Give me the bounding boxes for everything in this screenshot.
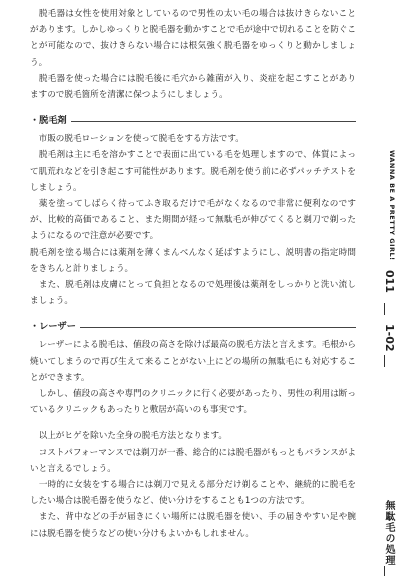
cream-paragraph-1: 市販の脱毛ローションを使って脱毛をする方法です。	[30, 134, 244, 145]
cream-paragraph-4: 脱毛剤を塗る場合には薬剤を薄くまんべんなく延ばすようにし、説明書の指定時間をきちんと計りましょう。	[30, 247, 356, 274]
heading-rule	[30, 121, 356, 122]
sidebar-divider	[384, 355, 385, 367]
sidebar-divider	[384, 303, 385, 315]
section-heading-cream	[30, 113, 356, 129]
summary-paragraph-2: コストパフォーマンスでは剃刀が一番、総合的には脱毛器がもっともバランスがよいと言えるでしょう。	[30, 447, 356, 474]
cream-paragraph-5: また、脱毛剤は皮膚にとって負担となるので処理後は薬剤をしっかりと洗い流しましょう。	[30, 280, 356, 307]
heading-title: ・脱毛剤	[30, 113, 71, 129]
page-sidebar	[374, 0, 396, 577]
laser-paragraph-1: レーザーによる脱毛は、値段の高さを除けば最高の脱毛方法と言えます。毛根から焼いてしまうので再び生えて来ることがない上にどの場所の無駄毛にも対応することができます。	[30, 340, 356, 383]
summary-paragraph-4: また、背中などの手が届きにくい場所には脱毛器を使い、手の届きやすい足や腕には脱毛器を使うなどの使い分けもよいかもしれません。	[30, 512, 356, 539]
intro-paragraph-2: 脱毛器を使った場合には脱毛後に毛穴から雑菌が入り、炎症を起こすことがありますので脱毛箇所を清潔に保つようにしましょう。	[30, 73, 356, 101]
summary-paragraph-3: 一時的に女装をする場合には剃刀で見える部分だけ剃ることや、継続的に脱毛をしたい場合は脱毛器を使うなど、使い分けをすることも1つの方法です。	[30, 480, 356, 507]
book-title: WANNA BE A PRETTY GIRL!	[388, 150, 396, 261]
section-heading-laser	[30, 319, 356, 335]
cream-paragraph-2: 脱毛剤は主に毛を溶かすことで表面に出ている毛を処理しますので、体質によって肌荒れなどを引き起こす可能性があります。脱毛剤を使う前に必ずパッチテストをしましょう。	[30, 150, 356, 193]
chapter-title: 無駄毛の処理	[383, 500, 394, 566]
laser-paragraph-2: しかし、値段の高さや専門のクリニックに行く必要があったり、男性の利用は断っているクリニックもあったりと敷居が高いのも事実です。	[30, 389, 356, 416]
page-number: 011	[383, 270, 396, 293]
intro-paragraph-1: 脱毛器は女性を使用対象としているので男性の太い毛の場合は抜けきらないことがあります。しかしゆっくりと脱毛器を動かすことで毛が途中で切れることを防ぐことが可能なので、抜けきらない場合には根気強く脱毛器をゆっくりと動かしましょう。	[30, 9, 356, 68]
summary-paragraph-1: 以上がヒゲを除いた全身の脱毛方法となります。	[30, 431, 227, 442]
cream-paragraph-3: 薬を塗ってしばらく待ってふき取るだけで毛がなくなるので非常に便利なのですが、比較的高価であること、また期間が経って無駄毛が伸びてくると剃刀で剃ったようになるので注意が必要です。	[30, 199, 356, 242]
chapter-number: 1-02	[383, 324, 396, 352]
main-content	[30, 6, 356, 542]
heading-title: ・レーザー	[30, 319, 80, 335]
sidebar-divider	[384, 566, 385, 576]
